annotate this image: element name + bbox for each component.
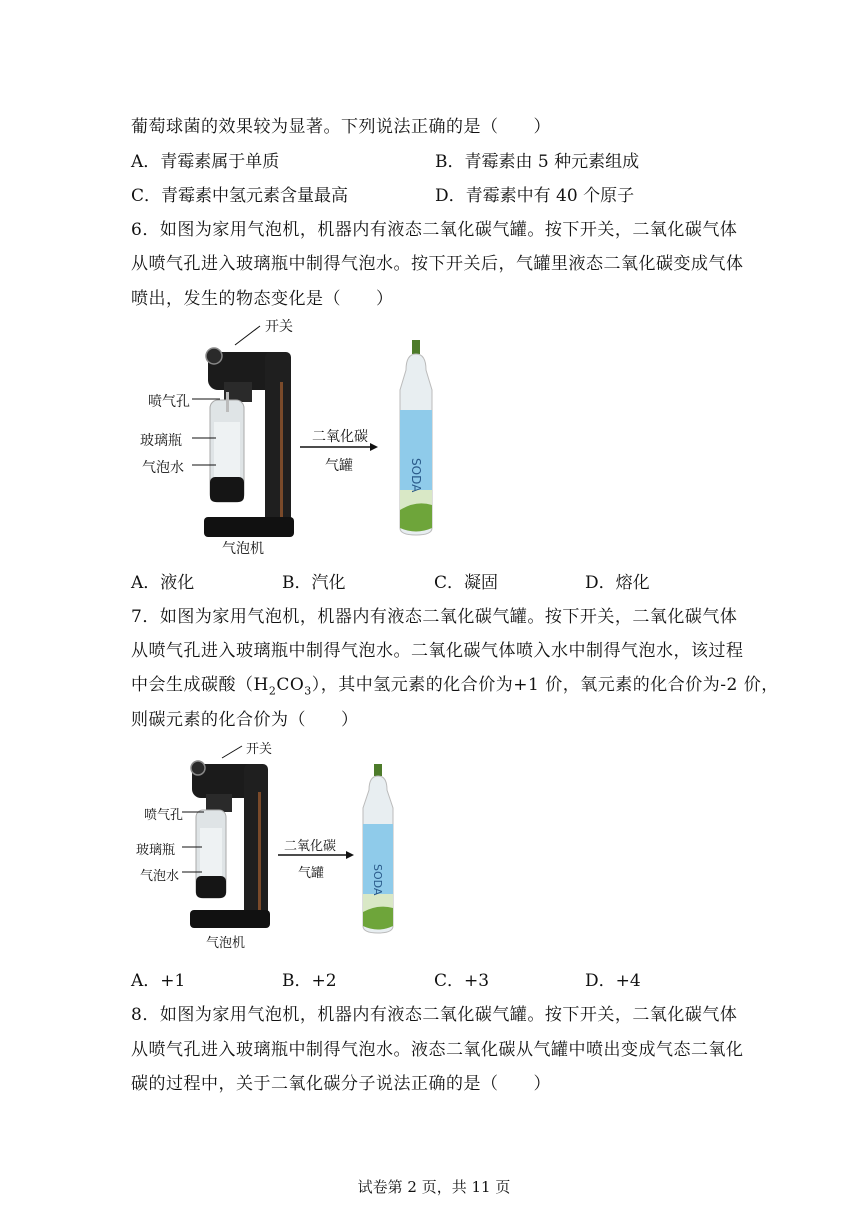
q6-stem-line1: 6．如图为家用气泡机，机器内有液态二氧化碳气罐。按下开关，二氧化碳气体 xyxy=(131,220,738,240)
q7-option-b: B．+2 xyxy=(282,971,337,991)
q8-stem-line2: 从喷气孔进入玻璃瓶中制得气泡水。液态二氧化碳从气罐中喷出变成气态二氧化 xyxy=(131,1040,744,1060)
switch-label: 开关 xyxy=(265,319,293,335)
soda-brand: SODA xyxy=(409,458,423,493)
arrow-bottom-label-2: 气罐 xyxy=(298,866,325,881)
q7-stem-line1: 7．如图为家用气泡机，机器内有液态二氧化碳气罐。按下开关，二氧化碳气体 xyxy=(131,607,738,627)
q7-option-c: C．+3 xyxy=(434,971,490,991)
q5-option-a: A．青霉素属于单质 xyxy=(131,152,280,172)
nozzle-label-2: 喷气孔 xyxy=(144,808,184,823)
q6-stem-line2: 从喷气孔进入玻璃瓶中制得气泡水。按下开关后，气罐里液态二氧化碳变成气体 xyxy=(131,254,744,274)
q6-figure xyxy=(140,312,440,562)
q5-option-d: D．青霉素中有 40 个原子 xyxy=(435,186,635,206)
q8-stem-line3: 碳的过程中，关于二氧化碳分子说法正确的是（ ） xyxy=(131,1074,551,1094)
water-label-2: 气泡水 xyxy=(140,869,180,884)
q7-stem-line3: 中会生成碳酸$(H_2CO_3)$，其中氢元素的化合价为+1 价，氧元素的化合价为-2 价， xyxy=(131,675,779,698)
q7-option-d: D．+4 xyxy=(585,971,641,991)
bottle-label: 玻璃瓶 xyxy=(140,433,182,449)
nozzle-label: 喷气孔 xyxy=(148,394,190,410)
q6-option-b: B．汽化 xyxy=(282,573,346,593)
q5-option-b: B．青霉素由 5 种元素组成 xyxy=(435,152,640,172)
q6-stem-line3: 喷出，发生的物态变化是（ ） xyxy=(131,289,394,309)
machine-label: 气泡机 xyxy=(222,541,264,557)
arrow-top-label-2: 二氧化碳 xyxy=(284,839,337,854)
q7-stem-line2: 从喷气孔进入玻璃瓶中制得气泡水。二氧化碳气体喷入水中制得气泡水，该过程 xyxy=(131,641,744,661)
canister-illustration-2 xyxy=(360,764,396,934)
q6-option-c: C．凝固 xyxy=(434,573,499,593)
arrow-bottom-label: 气罐 xyxy=(325,458,353,474)
soda-machine-illustration xyxy=(140,312,440,562)
bottle-label-2: 玻璃瓶 xyxy=(136,843,176,858)
arrow-top-label: 二氧化碳 xyxy=(312,429,368,445)
switch-label-2: 开关 xyxy=(246,742,273,757)
q5-stem-tail: 葡萄球菌的效果较为显著。下列说法正确的是（ ） xyxy=(131,117,551,137)
q6-option-d: D．熔化 xyxy=(585,573,650,593)
co2-canister xyxy=(396,340,436,536)
co2-canister-2 xyxy=(360,764,396,934)
canister-illustration xyxy=(396,340,436,536)
q7-option-a: A．+1 xyxy=(131,971,186,991)
water-label: 气泡水 xyxy=(142,460,184,476)
soda-brand-2: SODA xyxy=(371,864,384,896)
q5-option-c: C．青霉素中氢元素含量最高 xyxy=(131,186,349,206)
page-footer: 试卷第 2 页，共 11 页 xyxy=(357,1178,511,1196)
machine-label-2: 气泡机 xyxy=(206,936,246,951)
q7-stem-line4: 则碳元素的化合价为（ ） xyxy=(131,710,359,730)
q8-stem-line1: 8．如图为家用气泡机，机器内有液态二氧化碳气罐。按下开关，二氧化碳气体 xyxy=(131,1005,738,1025)
q6-option-a: A．液化 xyxy=(131,573,195,593)
